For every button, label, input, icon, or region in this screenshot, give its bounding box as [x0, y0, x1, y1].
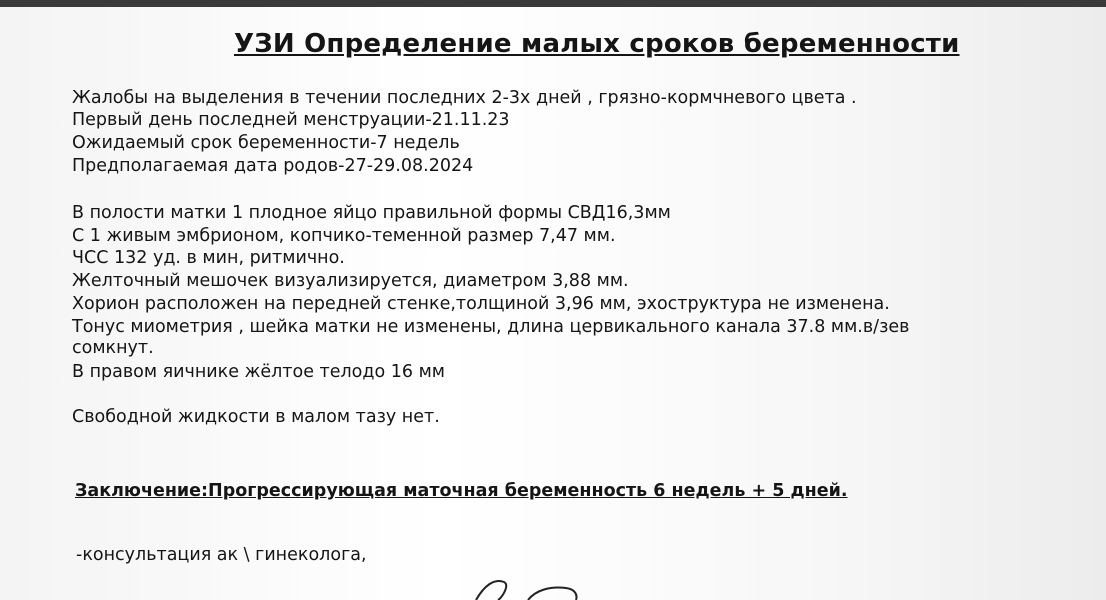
gestational-sac-line: В полости матки 1 плодное яйцо правильной формы СВД16,3мм — [72, 203, 671, 223]
chorion-line: Хорион расположен на передней стенке,толщиной 3,96 мм, эхоструктура не изменена. — [72, 294, 890, 314]
yolk-sac-line: Желточный мешочек визуализируется, диаметром 3,88 мм. — [72, 271, 629, 291]
heart-rate-line: ЧСС 132 уд. в мин, ритмично. — [72, 248, 345, 268]
embryo-line: С 1 живым эмбрионом, копчико-теменной размер 7,47 мм. — [72, 226, 616, 246]
conclusion: Заключение:Прогрессирующая маточная беременность 6 недель + 5 дней. — [75, 481, 848, 501]
complaints-line: Жалобы на выделения в течении последних 2-3х дней , грязно-кормчневого цвета . — [72, 88, 857, 108]
window-top-bar — [0, 0, 1106, 7]
expected-term-line: Ожидаемый срок беременности-7 недель — [72, 133, 460, 153]
last-menstruation-line: Первый день последней менструации-21.11.23 — [72, 110, 510, 130]
document-title: УЗИ Определение малых сроков беременности — [234, 29, 960, 59]
signature-mark — [470, 568, 590, 600]
myometrium-line: Тонус миометрия , шейка матки не изменены, длина цервикального канала 37.8 мм.в/зев — [72, 317, 910, 337]
cervix-closed-line: сомкнут. — [72, 338, 154, 358]
due-date-line: Предполагаемая дата родов-27-29.08.2024 — [72, 156, 474, 176]
recommendation: -консультация ак \ гинеколога, — [76, 545, 367, 565]
ovary-line: В правом яичнике жёлтое телодо 16 мм — [72, 362, 445, 382]
free-fluid-line: Свободной жидкости в малом тазу нет. — [72, 407, 440, 427]
